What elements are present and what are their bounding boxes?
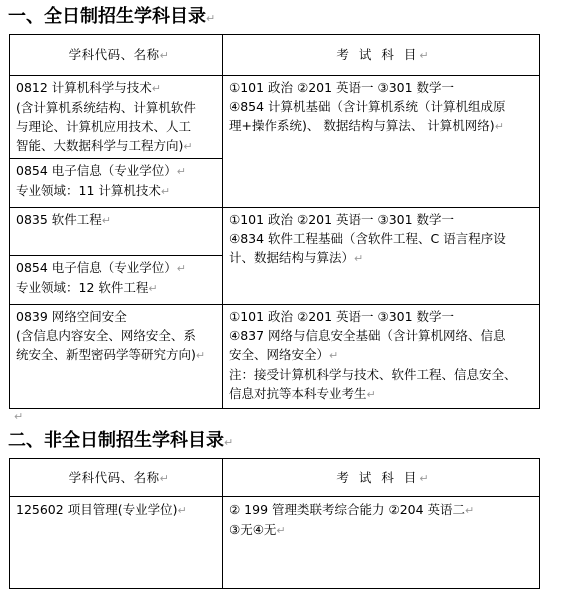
section-2-title-text: 二、非全日制招生学科目录 [8,430,224,451]
part-time-table [9,458,540,589]
cell-0839-cyberspace-security: 0839 网络空间安全 (含信息内容安全、网络安全、系 统安全、新型密码学等研究方向)↵ [10,305,223,409]
header-exam-subjects: 考 试 科 目↵ [223,35,540,76]
header-subject-code-name-2: 学科代码、名称↵ [10,459,223,497]
section-1-title-text: 一、全日制招生学科目录 [8,6,206,27]
header-subject-code-name: 学科代码、名称↵ [10,35,223,76]
cell-0854-electronic-info-11: 0854 电子信息（专业学位）↵ 专业领域：11 计算机技术↵ [10,159,223,208]
cell-exam-subjects-row-1: ①101 政治 ②201 英语一 ③301 数学一 ④854 计算机基础（含计算机系统（计算机组成原 理+操作系统)、 数据结构与算法、 计算机网络)↵ [223,76,540,208]
section-1-title [8,6,215,30]
header-exam-subjects-2: 考 试 科 目↵ [223,459,540,497]
cell-0835-software-engineering: 0835 软件工程↵ [10,208,223,256]
cell-0812-computer-science: 0812 计算机科学与技术↵ (含计算机系统结构、计算机软件 与理论、计算机应用技术、人工 智能、大数据科学与工程方向)↵ [10,76,223,159]
cell-exam-subjects-row-3: ①101 政治 ②201 英语一 ③301 数学一 ④837 网络与信息安全基础（含计算机网络、信息 安全、网络安全）↵ 注：接受计算机科学与技术、软件工程、信息安全、 信息对抗等本科专业考生↵ [223,305,540,409]
paragraph-mark: ↵ [224,436,234,449]
section-2-title [8,430,233,454]
cell-exam-subjects-row-2: ①101 政治 ②201 英语一 ③301 数学一 ④834 软件工程基础（含软件工程、C 语言程序设 计、数据结构与算法）↵ [223,208,540,305]
empty-paragraph-mark: ↵ [14,410,24,423]
cell-125602-project-management: 125602 项目管理(专业学位)↵ [10,497,223,589]
paragraph-mark: ↵ [206,12,216,25]
full-time-table [9,34,540,409]
cell-0854-electronic-info-12: 0854 电子信息（专业学位）↵ 专业领域：12 软件工程↵ [10,256,223,305]
cell-exam-subjects-part-time: ② 199 管理类联考综合能力 ②204 英语二↵ ③无④无↵ [223,497,540,589]
